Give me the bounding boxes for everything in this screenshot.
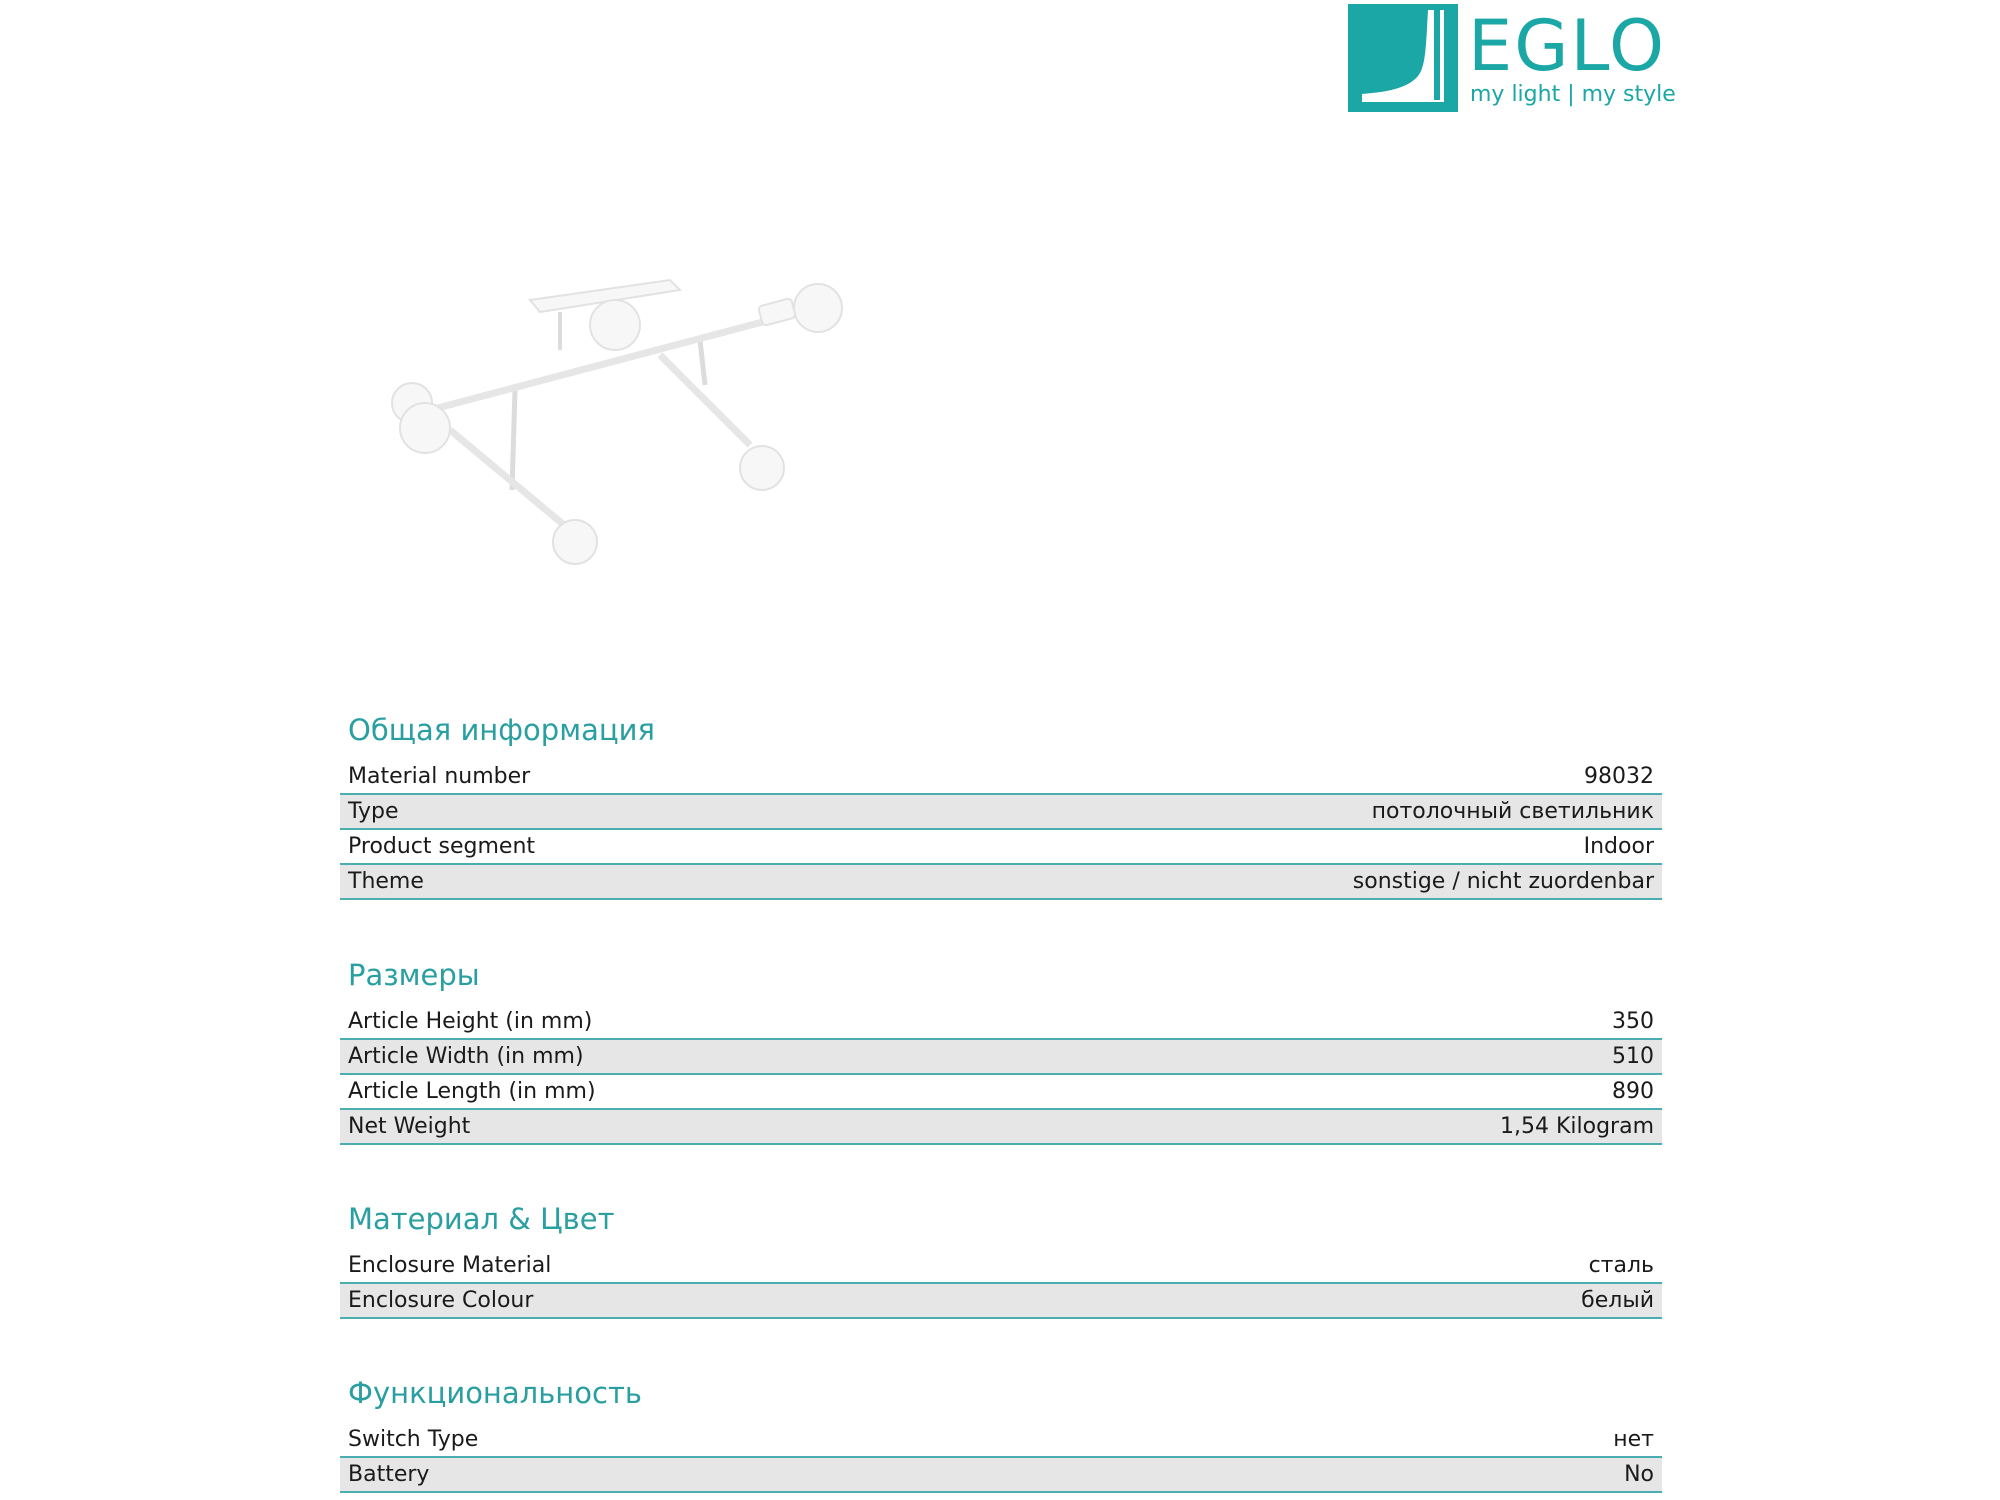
section-title: Размеры — [348, 958, 480, 992]
table-row — [340, 1284, 1662, 1319]
table-row — [340, 795, 1662, 830]
row-label: Type — [348, 799, 399, 824]
row-label: Enclosure Material — [348, 1253, 552, 1278]
table-row — [340, 760, 1662, 795]
row-value: 890 — [1612, 1079, 1654, 1104]
section-title: Функциональность — [348, 1376, 642, 1410]
table-row — [340, 830, 1662, 865]
row-value: белый — [1581, 1288, 1654, 1313]
row-value: sonstige / nicht zuordenbar — [1352, 869, 1654, 894]
table-row — [340, 1040, 1662, 1075]
row-label: Net Weight — [348, 1114, 471, 1139]
row-label: Theme — [348, 869, 424, 894]
row-value: потолочный светильник — [1371, 799, 1654, 824]
section-general-info — [340, 710, 1662, 900]
table-row — [340, 1423, 1662, 1458]
row-value: No — [1624, 1462, 1654, 1487]
section-title: Материал & Цвет — [348, 1202, 615, 1236]
row-value: 98032 — [1584, 764, 1654, 789]
table-row — [340, 1249, 1662, 1284]
table-row — [340, 1110, 1662, 1145]
row-label: Material number — [348, 764, 531, 789]
section-functionality — [340, 1373, 1662, 1493]
row-value: 350 — [1612, 1009, 1654, 1034]
row-label: Enclosure Colour — [348, 1288, 534, 1313]
row-value: 510 — [1612, 1044, 1654, 1069]
brand-name: EGLO — [1468, 5, 1667, 87]
ceiling-lamp-icon — [370, 260, 870, 590]
row-value: 1,54 Kilogram — [1499, 1114, 1654, 1139]
brand-logo — [1348, 4, 1676, 116]
row-label: Product segment — [348, 834, 536, 859]
row-value: нет — [1613, 1427, 1654, 1452]
table-row — [340, 865, 1662, 900]
row-label: Article Height (in mm) — [348, 1009, 593, 1034]
brand-tagline: my light | my style — [1470, 82, 1676, 107]
section-material-colour — [340, 1199, 1662, 1319]
table-row — [340, 1075, 1662, 1110]
section-title: Общая информация — [348, 713, 655, 747]
section-dimensions — [340, 955, 1662, 1145]
row-value: Indoor — [1583, 834, 1654, 859]
row-value: сталь — [1588, 1253, 1654, 1278]
row-label: Article Length (in mm) — [348, 1079, 596, 1104]
row-label: Switch Type — [348, 1427, 479, 1452]
row-label: Article Width (in mm) — [348, 1044, 584, 1069]
table-row — [340, 1458, 1662, 1493]
table-row — [340, 1005, 1662, 1040]
row-label: Battery — [348, 1462, 430, 1487]
eglo-logo-mark-icon — [1348, 4, 1458, 112]
